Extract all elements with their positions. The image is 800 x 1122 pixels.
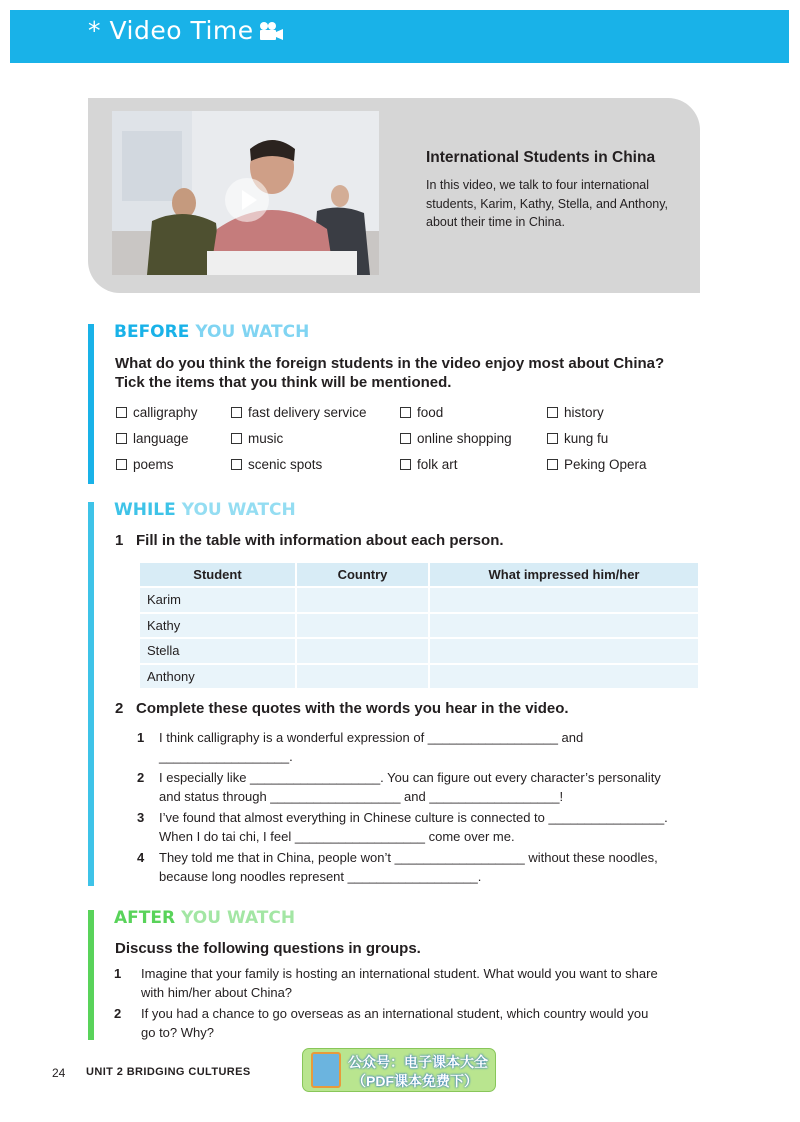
while-heading-word1: WHILE: [114, 500, 176, 520]
tick-item-label: language: [133, 431, 189, 446]
watermark-line1: 公众号：电子课本大全: [348, 1054, 488, 1070]
tick-item[interactable]: [400, 431, 512, 446]
page-title: [88, 16, 284, 45]
table-row: [140, 588, 698, 612]
checkbox-icon[interactable]: [116, 407, 127, 418]
discussion-line1: Imagine that your family is hosting an international student. What would you want to share: [141, 966, 658, 981]
while-task1-number: 1: [115, 532, 124, 549]
table-cell-impressed[interactable]: [430, 639, 698, 663]
quote-item: [137, 848, 702, 886]
discussion-number: 1: [114, 966, 122, 981]
before-question-line1: What do you think the foreign students in the video enjoy most about China?: [115, 355, 665, 372]
checkbox-icon[interactable]: [547, 459, 558, 470]
after-section-heading: [114, 908, 295, 928]
checkbox-icon[interactable]: [400, 459, 411, 470]
tick-item-label: music: [248, 431, 284, 446]
video-title: International Students in China: [426, 149, 656, 166]
quote-item: [137, 808, 702, 846]
quote-line2: because long noodles represent __________________.: [159, 869, 482, 884]
tick-item-label: scenic spots: [248, 457, 323, 472]
checkbox-icon[interactable]: [547, 433, 558, 444]
while-task1-instruction: Fill in the table with information about each person.: [136, 532, 504, 549]
checkbox-icon[interactable]: [231, 459, 242, 470]
checkbox-icon[interactable]: [231, 433, 242, 444]
discussion-line2: go to? Why?: [141, 1025, 214, 1040]
table-cell-country[interactable]: [297, 639, 428, 663]
tick-item-label: folk art: [417, 457, 458, 472]
tick-item-label: fast delivery service: [248, 405, 367, 420]
tick-item-label: Peking Opera: [564, 457, 647, 472]
checkbox-icon[interactable]: [116, 433, 127, 444]
before-section-bar: [88, 324, 94, 484]
quote-line2: and status through __________________ and __________________!: [159, 789, 564, 804]
info-table: [138, 561, 700, 690]
tick-item-label: history: [564, 405, 604, 420]
table-header-row: [140, 563, 698, 586]
checkbox-icon[interactable]: [547, 407, 558, 418]
before-heading-word2: YOU WATCH: [195, 322, 310, 342]
tick-item-label: calligraphy: [133, 405, 198, 420]
while-heading-word2: YOU WATCH: [181, 500, 296, 520]
unit-label: UNIT 2 BRIDGING CULTURES: [86, 1066, 251, 1078]
while-task2-number: 2: [115, 700, 124, 717]
discussion-line1: If you had a chance to go overseas as an international student, which country would you: [141, 1006, 649, 1021]
table-row: [140, 639, 698, 663]
table-header-student: Student: [140, 563, 295, 586]
tick-item-label: online shopping: [417, 431, 512, 446]
table-cell-country[interactable]: [297, 665, 428, 689]
quote-item: [137, 768, 702, 806]
table-row: [140, 614, 698, 638]
page-title-text: * Video Time: [88, 16, 254, 45]
after-question: Discuss the following questions in groups.: [115, 940, 421, 957]
tick-item[interactable]: [116, 457, 174, 472]
table-cell-student: Stella: [140, 639, 295, 663]
table-cell-impressed[interactable]: [430, 665, 698, 689]
after-section-bar: [88, 910, 94, 1040]
discussion-line2: with him/her about China?: [141, 985, 293, 1000]
while-section-heading: [114, 500, 296, 520]
tick-item[interactable]: [400, 405, 443, 420]
discussion-item: [114, 1004, 704, 1042]
quote-line1: I especially like __________________. You can figure out every character’s personality: [159, 770, 661, 785]
tick-item[interactable]: [231, 457, 322, 472]
quote-line2: __________________.: [159, 749, 293, 764]
tick-item-label: food: [417, 405, 444, 420]
tick-item[interactable]: [547, 457, 647, 472]
while-section-bar: [88, 502, 94, 886]
quote-line1: I think calligraphy is a wonderful expression of __________________ and: [159, 730, 584, 745]
tick-item[interactable]: [116, 431, 189, 446]
checkbox-icon[interactable]: [231, 407, 242, 418]
tick-item-label: kung fu: [564, 431, 609, 446]
video-description: In this video, we talk to four international students, Karim, Kathy, Stella, and Anthony, about their time in China.: [426, 178, 669, 229]
page-number: 24: [52, 1066, 66, 1080]
table-cell-student: Anthony: [140, 665, 295, 689]
tick-item[interactable]: [116, 405, 198, 420]
tick-item-label: poems: [133, 457, 174, 472]
after-heading-word2: YOU WATCH: [181, 908, 296, 928]
before-heading-word1: BEFORE: [114, 322, 190, 342]
quote-line1: They told me that in China, people won’t __________________ without these noodles,: [159, 850, 658, 865]
quote-number: 4: [137, 850, 145, 865]
table-cell-student: Karim: [140, 588, 295, 612]
table-header-country: Country: [297, 563, 428, 586]
table-cell-country[interactable]: [297, 588, 428, 612]
table-row: [140, 665, 698, 689]
quote-line2: When I do tai chi, I feel __________________ come over me.: [159, 829, 515, 844]
checkbox-icon[interactable]: [116, 459, 127, 470]
before-question-line2: Tick the items that you think will be mentioned.: [115, 374, 452, 391]
quote-number: 2: [137, 770, 145, 785]
table-cell-impressed[interactable]: [430, 614, 698, 638]
book-icon: [311, 1052, 341, 1088]
after-heading-word1: AFTER: [114, 908, 176, 928]
table-cell-country[interactable]: [297, 614, 428, 638]
quote-item: [137, 728, 702, 766]
tick-item[interactable]: [400, 457, 458, 472]
tick-item[interactable]: [547, 431, 608, 446]
play-button[interactable]: [225, 178, 269, 222]
table-header-impressed: What impressed him/her: [430, 563, 698, 586]
video-camera-icon: [258, 21, 284, 41]
discussion-number: 2: [114, 1006, 122, 1021]
tick-item[interactable]: [231, 405, 367, 420]
table-cell-impressed[interactable]: [430, 588, 698, 612]
while-task2-instruction: Complete these quotes with the words you hear in the video.: [136, 700, 569, 717]
quote-number: 1: [137, 730, 145, 745]
tick-item[interactable]: [547, 405, 604, 420]
quote-line1: I’ve found that almost everything in Chinese culture is connected to ________________.: [159, 810, 668, 825]
tick-item[interactable]: [231, 431, 283, 446]
watermark-line2: （PDF课本免费下）: [352, 1073, 478, 1089]
before-section-heading: [114, 322, 309, 342]
table-cell-student: Kathy: [140, 614, 295, 638]
quote-number: 3: [137, 810, 145, 825]
checkbox-icon[interactable]: [400, 433, 411, 444]
discussion-item: [114, 964, 704, 1002]
checkbox-icon[interactable]: [400, 407, 411, 418]
